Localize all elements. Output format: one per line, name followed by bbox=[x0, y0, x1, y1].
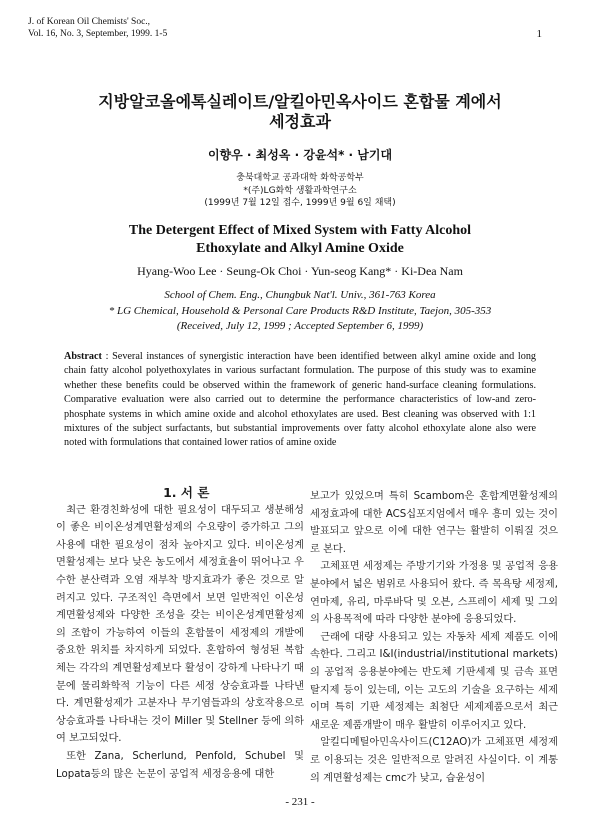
english-authors: Hyang-Woo Lee · Seung-Ok Choi · Yun-seog Kang* · Ki-Dea Nam bbox=[137, 264, 463, 278]
korean-received: (1999년 7월 12일 접수, 1999년 9월 6일 채택) bbox=[204, 198, 396, 208]
abstract-text: Several instances of synergistic interaction have been identified between alkyl amine oxide and long chain fatty alcohol polyethoxylates in various surfactant formulation. The purpose of this study was to examine whether these benefits could be observed within the framework of generic hand-surface cleaning formulations. Comparative evaluation were also carried out to determine the performance characteristics of low-and zero-phosphate systems in which amine oxide and alcohol ethoxylates are used. Best cleaning was observed with 1:1 mixtures of the subject surfactants, but substantial improvements over fatty alcohol ethoxylate alone also were noted with formulations that contained lower ratios of amine oxide bbox=[64, 351, 537, 449]
korean-affiliation bbox=[0, 172, 600, 210]
journal-name: J. of Korean Oil Chemists' Soc., bbox=[28, 17, 151, 27]
right-paragraph-4: 알킬디메틸아민옥사이드(C12AO)가 고체표면 세정제로 이용되는 것은 일반적으로 알려진 사실이다. 이 계통의 계면활성제는 cmc가 낮고, 습윤성이 bbox=[310, 737, 558, 784]
right-column bbox=[310, 488, 558, 787]
abstract-separator: : bbox=[101, 351, 113, 362]
korean-title bbox=[0, 92, 600, 132]
page-number: 1 bbox=[536, 28, 542, 40]
korean-authors: 이향우 · 최성옥 · 강윤석* · 남기대 bbox=[207, 148, 393, 162]
intro-paragraph-1: 최근 환경친화성에 대한 필요성이 대두되고 생분해성이 좋은 비이온성계면활성제의 수요량이 증가하고 그의 사용에 대한 필요성이 점차 높아지고 있다. 비이온성계면활성제는 보다 낮은 농도에서 세정효율이 뛰어나고 우수한 분산력과 오염 재부착 방지효과가 좋은 것으로 알려지고 있다. 구조적인 측면에서 보면 일반적인 이온성계면활성제와 다양한 조성을 갖는 비이온성계면활성제의 조합이 가능하여 이들의 혼합물이 세정제의 개발에 중요한 위치를 차지하게 되었다. 혼합하여 형성된 복합체는 각각의 계면활성제보다 활성이 강하게 나타나기 때문에 물리화학적 기능이 다른 세정 상승효과를 나타낸다. 계면활성제가 고분자나 무기염들과의 상호작용으로 상승효과를 나타내는 것이 Miller 및 Stellner 등에 의하여 보고되었다. bbox=[56, 504, 304, 745]
intro-paragraph-2: 또한 Zana, Scherlund, Penfold, Schubel 및 Lopata등의 많은 논문이 공업적 세정응용에 대한 bbox=[56, 750, 304, 780]
right-paragraph-3: 근래에 대량 사용되고 있는 자동차 세제 제품도 이에 속한다. 그리고 I&I(industrial/institutional markets)의 공업적 응용분야에는 반도체 기판세제 및 금속 표면 탈지제 등이 있는데, 이는 고도의 기술을 요구하는 세제이며 특히 기판 세정제는 최첨단 세제제품으로서 최근 새로운 제품개발이 매우 활발히 이루어지고 있다. bbox=[310, 631, 558, 731]
english-affiliation-line2: * LG Chemical, Household & Personal Care Products R&D Institute, Taejon, 305-353 bbox=[108, 304, 492, 317]
korean-title-line1: 지방알코올에톡실레이트/알킬아민옥사이드 혼합물 계에서 bbox=[98, 92, 502, 111]
right-paragraph-1: 보고가 있었으며 특히 Scambom은 혼합계면활성제의 세정효과에 대한 ACS십포지엄에서 매우 흥미 있는 것이 발표되고 앞으로 이에 대한 연구는 활발히 이뤄질 것으로 본다. bbox=[310, 491, 558, 555]
abstract-label: Abstract bbox=[64, 351, 102, 362]
english-affiliation bbox=[0, 288, 600, 335]
journal-citation bbox=[28, 16, 167, 40]
korean-title-line2: 세정효과 bbox=[269, 112, 331, 131]
english-title-line2: Ethoxylate and Alkyl Amine Oxide bbox=[196, 240, 404, 256]
journal-volume: Vol. 16, No. 3, September, 1999. 1-5 bbox=[28, 29, 168, 39]
korean-affiliation-line2: *(주)LG화학 생활과학연구소 bbox=[243, 185, 357, 196]
right-paragraph-2: 고체표면 세정제는 주방기기와 가정용 및 공업적 응용분야에서 넓은 범위로 사용되어 왔다. 즉 목욕탕 세정제, 연마제, 유리, 마루바닥 및 오븐, 스프레이 세제 및 그외의 사용목적에 따라 다양한 분야에 응용되었다. bbox=[310, 561, 558, 626]
english-affiliation-line1: School of Chem. Eng., Chungbuk Nat'l. Univ., 361-763 Korea bbox=[164, 289, 436, 301]
section-heading-introduction: 1. 서 론 bbox=[163, 485, 210, 500]
english-title-line1: The Detergent Effect of Mixed System with Fatty Alcohol bbox=[128, 223, 472, 238]
english-title bbox=[0, 222, 600, 257]
english-received: (Received, July 12, 1999 ; Accepted September 6, 1999) bbox=[176, 320, 424, 332]
left-column bbox=[56, 484, 304, 783]
abstract bbox=[64, 350, 536, 451]
page-footer-number: - 231 - bbox=[285, 796, 315, 808]
korean-affiliation-line1: 충북대학교 공과대학 화학공학부 bbox=[236, 173, 364, 183]
